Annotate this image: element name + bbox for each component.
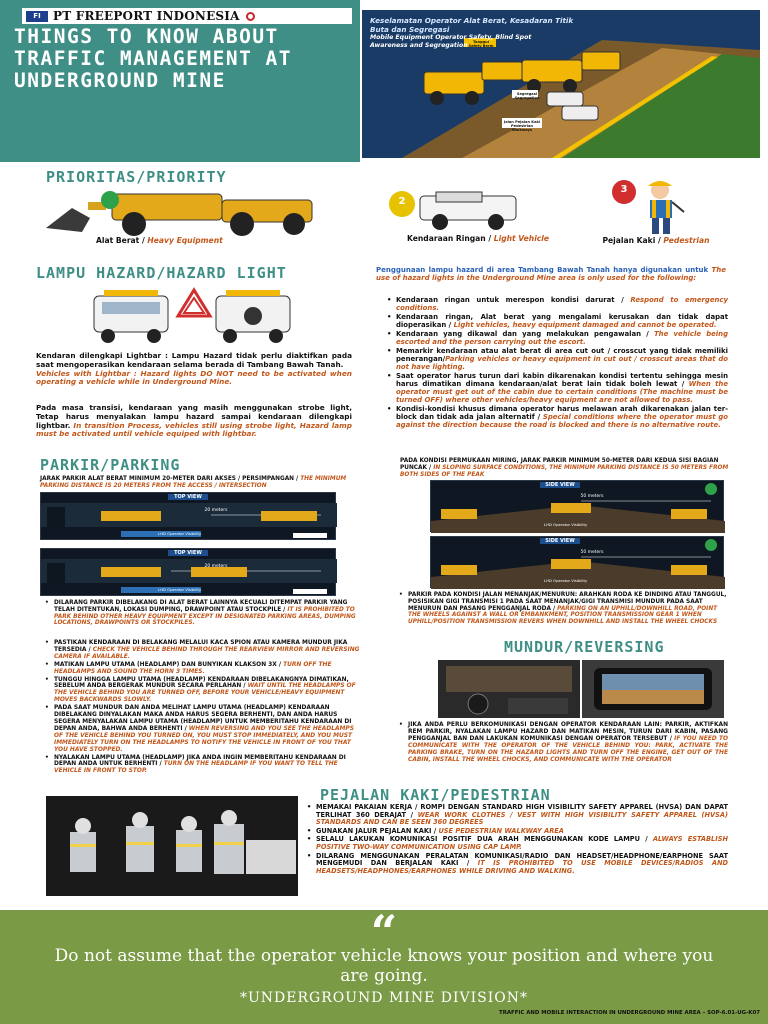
page-title: THINGS TO KNOW ABOUT TRAFFIC MANAGEMENT AT UNDERGROUND MINE: [14, 25, 293, 92]
distance-label: 50 meters: [580, 550, 604, 555]
division-name: *UNDERGROUND MINE DIVISION*: [240, 990, 528, 1006]
reversing-bullet-list: [44, 640, 364, 776]
sloping-distance-note: PADA KONDISI PERMUKAAN MIRING, JARAK PARKIR MINIMUM 50-METER DARI KEDUA SISI BAGIAN PUNCAK / IN SLOPING SURFACE CONDITIONS, THE MINIMUM PARKING DISTANCE IS 50 METERS FROM BOTH SIDES OF THE PEAK: [400, 458, 729, 478]
list-item: • NYALAKAN LAMPU UTAMA (HEADLAMP) JIKA ANDA INGIN MEMBERITAHU KENDARAAN DI DEPAN ANDA UNTUK BERHENTI / TURN ON THE HEADLAMP IF YOU WANT TO TELL THE VEHICLE IN FRONT TO STOP.: [44, 755, 364, 776]
footer-quote: Do not assume that the operator vehicle knows your position and where you are going.: [54, 946, 714, 986]
list-item: • PADA SAAT MUNDUR DAN ANDA MELIHAT LAMPU UTAMA (HEADLAMP) KENDARAAN DIBELAKANG DINYALAKAN MAKA ANDA HARUS SEGERA BERHENTI, DAN ANDA HARUS SEGERA MENYALAKAN LAMPU UTAMA (HEADLAMP) UNTUK MEMBERITAHU KENDARAAN DI DEPAN ANDA, BAHWA ANDA BERHENTI / WHEN REVERSING AND YOU SEE THE HEADLAMPS OF THE VEHICLE BEHIND YOU TURNED ON, YOU MUST STOP IMMEDIATELY, AND YOU MUST IMMEDIATELY TURN ON THE HEADLAMPS TO NOTIFY THE VEHICLE IN FRONT OF YOU THAT YOU HAVE STOPPED.: [44, 705, 364, 753]
top-view-label: TOP VIEW: [168, 550, 208, 556]
visibility-label: LHD Operator Visibility: [158, 531, 202, 536]
illustration-subtitle: Mobile Equipment Operator Safety, Blind Spot Awareness and Segregation: [370, 34, 532, 49]
priority-item-light-vehicle: [388, 234, 568, 243]
quote-icon: “: [370, 905, 398, 959]
hazard-intro: [376, 266, 726, 283]
list-item: • SELALU LAKUKAN KOMUNIKASI POSITIF DUA ARAH MENGGUNAKAN KODE LAMPU / ALWAYS ESTABLISH POSITIVE TWO-WAY COMMUNICATION USING CAP LAMP.: [306, 836, 728, 851]
list-item: • MEMAKAI PAKAIAN KERJA / ROMPI DENGAN STANDARD HIGH VISIBILITY SAFETY APPAREL (HVSA) DAN DAPAT TERLIHAT 360 DERAJAT / WEAR WORK CLOTHES / VEST WITH HIGH VISIBILITY SAFETY APPAREL (HVSA) STANDARDS AND CAN BE SEEN 360 DEGREES: [306, 804, 728, 827]
list-item: • PARKIR PADA KONDISI JALAN MENANJAK/MENURUN: ARAHKAN RODA KE DINDING ATAU TANGGUL, POSISIKAN GIGI TRANSMISI 1 PADA SAAT MENANJAK/GIGI TRANSMISI MUNDUR PADA SAAT MENURUN DAN PASANG PENGGANJAL RODA / PARKING ON AN UPHILL/DOWNHILL ROAD, POINT THE WHEELS AGAINST A WALL OR EMBANKMENT, POSITION TRANSMISSION GEAR 1 WHEN UPHILL/POSITION TRANSMISSION REVERS WHEN DOWNHILL AND INSTALL THE WHEEL CHOCKS: [398, 592, 730, 626]
list-item: • DILARANG PARKIR DIBELAKANG DI ALAT BERAT LAINNYA KECUALI DITEMPAT PARKIR YANG TELAH DITENTUKAN, LOKASI DUMPING, DRAWPOINT ATAU STOCKPILE / IT IS PROHIBITED TO PARK BEHIND OTHER HEAVY EQUIPMENT EXCEPT IN DESIGNATED PARKING AREAS, DUMPING LOCATIONS, DRAWPOINTS OR STOCKPILES.: [44, 600, 360, 627]
visibility-label: LHD Operator Visibility: [158, 587, 202, 592]
side-view-label: SIDE VIEW: [540, 538, 580, 544]
list-item: • Kendaraan ringan untuk merespon kondisi darurat / Respond to emergency conditions.: [386, 296, 728, 312]
reversing-title: MUNDUR/REVERSING: [504, 638, 665, 656]
miners-photo: [46, 796, 298, 896]
list-item: • MATIKAN LAMPU UTAMA (HEADLAMP) DAN BUNYIKAN KLAKSON 3X / TURN OFF THE HEADLAMPS AND SOUND THE HORN 3 TIMES.: [44, 662, 364, 676]
hazard-para2-id: Pada masa transisi, kendaraan yang masih menggunakan strobe light, Tetap harus menyalakan lampu hazard sampai kendaraan dilengkapi lightbar.: [36, 403, 352, 430]
illustration-label: Jalan Pejalan Kaki Pedestrian Walkways: [503, 120, 541, 132]
priority-label: Kendaraan Ringan /: [406, 234, 494, 243]
pedestrian-bullet-list: [306, 804, 728, 876]
parking-distance-note: JARAK PARKIR ALAT BERAT MINIMUM 20-METER DARI AKSES / PERSIMPANGAN / THE MINIMUM PARKING DISTANCE IS 20 METERS FROM THE ACCESS / INTERSECTION: [40, 476, 347, 489]
company-logo-icon: FI: [26, 11, 48, 22]
side-view-label: SIDE VIEW: [540, 482, 580, 488]
top-view-label: TOP VIEW: [168, 494, 208, 500]
pedestrian-title: PEJALAN KAKI/PEDESTRIAN: [320, 786, 551, 804]
distance-label: 20 meters: [204, 564, 228, 569]
hazard-bullet-list: [386, 296, 728, 430]
hazard-light-title: LAMPU HAZARD/HAZARD LIGHT: [36, 264, 287, 282]
company-name: PT FREEPORT INDONESIA: [53, 9, 240, 23]
list-item: • Saat operator harus turun dari kabin dikarenakan kondisi tertentu sehingga mesin harus dimatikan dimana kendaraan/alat berat lain tidak boleh lewat / When the operator must get out of the cabin due to certain conditions (The machine must be turned OFF) where other vehicles/heavy equipment are not allowed to pass.: [386, 372, 728, 404]
parking-bullet-left: [44, 600, 360, 628]
illustration-label: Tanggul Safety Berm: [468, 40, 494, 48]
list-item: • JIKA ANDA PERLU BERKOMUNIKASI DENGAN OPERATOR KENDARAAN LAIN: PARKIR, AKTIFKAN REM PARKIR, NYALAKAN LAMPU HAZARD DAN MATIKAN MESIN, TURUN DARI KABIN, PASANG PENGGANJAL BAN DAN LAKUKAN KOMUNIKASI DENGAN OPERATOR TERSEBUT / IF YOU NEED TO COMMUNICATE WITH THE OPERATOR OF THE VEHICLE BEHIND YOU: PARK, ACTIVATE THE PARKING BRAKE, TURN ON THE HAZARD LIGHTS AND TURN OFF THE ENGINE, GET OUT OF THE CABIN, INSTALL THE WHEEL CHOCKS, AND COMMUNICATE WITH THE OPERATOR: [398, 722, 728, 763]
priority-rank-1: 1: [79, 194, 87, 205]
hazard-intro-id: Penggunaan lampu hazard di area Tambang Bawah Tanah hanya digunakan untuk: [376, 266, 709, 274]
priority-rank-2: 2: [398, 196, 406, 207]
company-logo-bar: [22, 8, 352, 24]
reversing-camera-photo: [582, 660, 724, 718]
vehicles-with-lightbar-image: [90, 286, 300, 346]
visibility-label: LHD Operator Visibility: [544, 522, 588, 527]
parking-title: PARKIR/PARKING: [40, 456, 181, 474]
illustration-label: Segregasi Segregation: [514, 92, 540, 100]
priority-rank-3: 3: [620, 184, 628, 195]
priority-item-pedestrian: [586, 236, 726, 245]
hazard-paragraph-2: [36, 404, 352, 439]
list-item: • GUNAKAN JALUR PEJALAN KAKI / USE PEDESTRIAN WALKWAY AREA: [306, 828, 728, 836]
priority-label: Alat Berat /: [96, 236, 148, 245]
priority-label-en: Pedestrian: [663, 236, 710, 245]
hazard-paragraph-1: [36, 352, 352, 387]
illustration-title: Keselamatan Operator Alat Berat, Kesadaran Titik Buta dan Segregasi: [370, 16, 574, 34]
reversing-communicate-note: [398, 722, 728, 764]
priority-title: PRIORITAS/PRIORITY: [46, 168, 227, 186]
list-item: • DILARANG MENGGUNAKAN PERALATAN KOMUNIKASI/RADIO DAN HEADSET/HEADPHONE/EARPHONE SAAT MENGEMUDI DAN BERJALAN KAKI / IT IS PROHIBITED TO USE MOBILE DEVICES/RADIOS AND HEADSETS/HEADPHONES/EARPHONES WHILE DRIVING AND WALKING.: [306, 853, 728, 876]
priority-label-en: Light Vehicle: [493, 234, 550, 243]
hazard-para2-en: In transition Process, vehicles still using strobe light, Hazard lamp must be activated until vehicle equiped with lightbar.: [36, 420, 352, 439]
logo-mark-icon: [246, 12, 255, 21]
hazard-para1-en: Vehicles with Lightbar : Hazard lights DO NOT need to be activated when operating a vehicle while in Underground Mine.: [36, 368, 352, 387]
visibility-label: LHD Operator Visibility: [544, 578, 588, 583]
list-item: • TUNGGU HINGGA LAMPU UTAMA (HEADLAMP) KENDARAAN DIBELAKANGNYA DIMATIKAN, SEBELUM ANDA BERGERAK MUNDUR SECARA PERLAHAN / WAIT UNTIL THE HEADLAMPS OF THE VEHICLE BEHIND YOU ARE TURNED OFF, BEFORE YOUR VEHICLE/HEAVY EQUIPMENT MOVES BACKWARDS SLOWLY.: [44, 677, 364, 705]
hazard-intro-en: The use of hazard lights in the Underground Mine area is only used for the following:: [376, 266, 726, 283]
priority-label-en: Heavy Equipment: [147, 236, 223, 245]
hazard-para1-id: Kendaran dilengkapi Lightbar : Lampu Hazard tidak perlu diaktifkan pada saat mengoperasikan kendaraan selama berada di Tambang Bawah Tanah.: [36, 351, 352, 369]
document-code: TRAFFIC AND MOBILE INTERACTION IN UNDERGROUND MINE AREA – SOP-6.01-UG-K07: [499, 1010, 760, 1016]
distance-label: 50 meters: [580, 494, 604, 499]
list-item: • Kendaraan ringan, Alat berat yang mengalami kerusakan dan tidak dapat dioperasikan / Light vehicles, heavy equipment damaged and cannot be operated.: [386, 313, 728, 329]
list-item: • Memarkir kendaraan atau alat berat di area cut out / crosscut yang tidak memiliki penerangan/Parking vehicles or heavy equipment in cut out / crosscut areas that do not have lighting.: [386, 347, 728, 371]
priority-label: Pejalan Kaki /: [602, 236, 664, 245]
priority-item-heavy-equipment: [96, 236, 276, 245]
cabin-photo: [438, 660, 580, 718]
list-item: • Kondisi-kondisi khusus dimana operator harus melawan arah dikarenakan jalan ter-block dan tidak ada jalan alternatif / Special conditions where the operator must go against the direction because the road is blocked and there is no alternative route.: [386, 405, 728, 429]
list-item: • PASTIKAN KENDARAAN DI BELAKANG MELALUI KACA SPION ATAU KAMERA MUNDUR JIKA TERSEDIA / CHECK THE VEHICLE BEHIND THROUGH THE REARVIEW MIRROR AND REVERSING CAMERA IF AVAILABLE.: [44, 640, 364, 661]
list-item: • Kendaraan yang dikawal dan yang melakukan pengawalan / The vehicle being escorted and the person carrying out the escort.: [386, 330, 728, 346]
light-vehicle-image: [386, 188, 526, 232]
distance-label: 20 meters: [204, 508, 228, 513]
parking-bullet-right: [398, 592, 730, 627]
